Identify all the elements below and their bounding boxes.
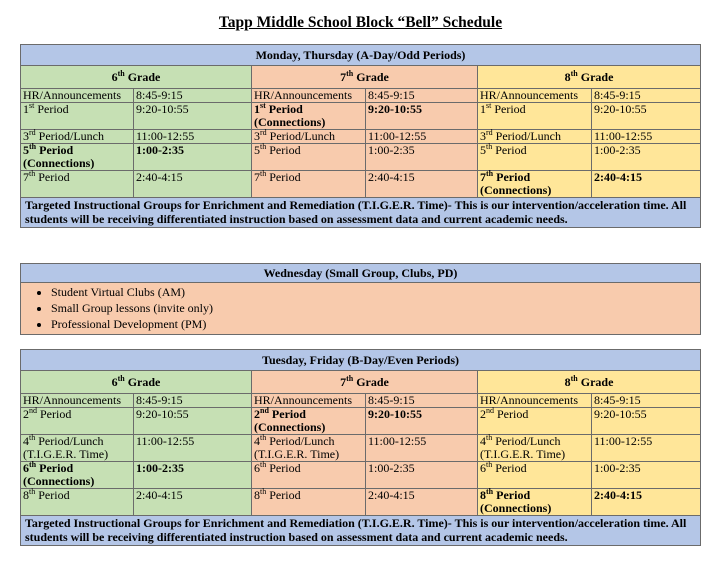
grade-header [252,66,478,89]
list-item: • Small Group lessons (invite only) [51,300,698,316]
period-cell [252,489,366,516]
period-suffix: rd [486,128,493,137]
period-number: 2 [254,407,260,421]
period-label: Period [35,488,70,502]
period-number: 5 [480,143,486,157]
table-row [21,103,701,130]
period-cell [21,408,134,435]
period-number: 4 [23,434,29,448]
period-number: 2 [23,407,29,421]
table-heading-row [21,350,701,371]
grade-header [252,371,478,394]
period-number: 8 [480,488,486,502]
period-cell [478,462,592,489]
period-label: Period [266,461,301,475]
period-number: 3 [23,129,29,143]
time-cell: 8:45-9:15 [592,394,701,408]
period-number: 5 [254,143,260,157]
time-cell: 2:40-4:15 [366,489,478,516]
period-suffix: th [29,433,36,442]
period-number: 1 [480,102,486,116]
period-label: Period [492,143,527,157]
time-cell: 9:20-10:55 [366,103,478,130]
time-cell: 11:00-12:55 [366,130,478,144]
grade-header [21,371,252,394]
period-suffix: nd [486,406,494,415]
table-row [21,89,701,103]
grade-suffix: th [570,373,578,383]
period-label: Period [266,170,301,184]
period-suffix: rd [29,128,36,137]
note-row [21,516,701,546]
period-number: 5 [23,143,29,157]
period-label: Period [268,407,306,421]
time-cell: 8:45-9:15 [134,89,252,103]
period-cell [252,462,366,489]
period-label: Period [493,170,531,184]
period-number: 7 [480,170,486,184]
period-cell [478,130,592,144]
period-number: 6 [480,461,486,475]
ad-day-schedule-table [20,44,701,228]
period-label: Period [36,461,74,475]
period-label: Period/Lunch [492,129,561,143]
period-suffix: th [260,487,267,496]
period-cell [21,435,134,462]
period-suffix: th [29,487,36,496]
period-sublabel: (T.I.G.E.R. Time) [480,447,566,461]
period-cell [21,489,134,516]
grade-suffix: th [346,373,354,383]
table-row [21,462,701,489]
time-cell: 1:00-2:35 [366,462,478,489]
grade-number: 7 [340,374,347,389]
period-cell [252,130,366,144]
period-suffix: st [29,101,35,110]
period-label: Period/Lunch [35,129,104,143]
table-row [21,171,701,198]
period-number: 8 [254,488,260,502]
period-label: Period [34,102,69,116]
period-sublabel: (Connections) [480,183,552,197]
period-label: Period/Lunch [266,434,335,448]
period-cell [252,103,366,130]
period-label: Period/Lunch [492,434,561,448]
period-cell [478,89,592,103]
period-cell [21,103,134,130]
grade-header-row [21,371,701,394]
time-cell: 2:40-4:15 [366,171,478,198]
wednesday-list-cell [21,283,701,335]
period-cell [478,394,592,408]
period-cell [478,171,592,198]
period-label: HR/Announcements [480,88,578,102]
period-label: Period [493,488,531,502]
page-title: Tapp Middle School Block “Bell” Schedule [218,14,503,31]
period-number: 6 [23,461,29,475]
period-cell [21,89,134,103]
day-heading: Monday, Thursday (A-Day/Odd Periods) [21,45,701,66]
period-cell [252,171,366,198]
period-cell [21,171,134,198]
time-cell: 2:40-4:15 [592,171,701,198]
table-row [21,435,701,462]
period-number: 7 [23,170,29,184]
period-suffix: th [260,460,267,469]
time-cell: 9:20-10:55 [592,103,701,130]
time-cell: 8:45-9:15 [366,89,478,103]
period-suffix: th [486,169,494,178]
table-row [21,408,701,435]
table-row [21,144,701,171]
time-cell: 9:20-10:55 [366,408,478,435]
grade-word: Grade [356,69,389,84]
time-cell: 8:45-9:15 [366,394,478,408]
period-sublabel: (Connections) [23,474,95,488]
period-number: 8 [23,488,29,502]
period-number: 1 [254,102,260,116]
period-cell [21,462,134,489]
wednesday-schedule-table [20,263,701,335]
time-cell: 1:00-2:35 [134,462,252,489]
period-label: Period [35,170,70,184]
grade-word: Grade [127,374,161,389]
period-suffix: th [29,460,37,469]
period-cell [478,489,592,516]
period-label: Period [494,407,529,421]
time-cell: 2:40-4:15 [592,489,701,516]
grade-word: Grade [580,374,614,389]
period-suffix: th [486,433,493,442]
time-cell: 1:00-2:35 [366,144,478,171]
grade-header [21,66,252,89]
grade-word: Grade [580,69,614,84]
time-cell: 2:40-4:15 [134,171,252,198]
grade-header [478,66,701,89]
period-label: Period [265,102,303,116]
period-suffix: rd [260,128,267,137]
period-cell [252,435,366,462]
time-cell: 8:45-9:15 [592,89,701,103]
period-suffix: th [260,142,267,151]
day-heading: Tuesday, Friday (B-Day/Even Periods) [21,350,701,371]
period-number: 7 [254,170,260,184]
period-label: HR/Announcements [23,88,121,102]
time-cell: 1:00-2:35 [134,144,252,171]
period-sublabel: (T.I.G.E.R. Time) [254,447,340,461]
table-heading-row [21,45,701,66]
period-suffix: th [260,433,267,442]
time-cell: 1:00-2:35 [592,144,701,171]
period-cell [252,408,366,435]
table-row [21,130,701,144]
period-suffix: nd [29,406,37,415]
period-sublabel: (Connections) [480,501,552,515]
grade-header-row [21,66,701,89]
period-number: 1 [23,102,29,116]
period-label: Period [36,143,74,157]
period-number: 2 [480,407,486,421]
period-cell [21,144,134,171]
period-cell [478,408,592,435]
grade-word: Grade [127,69,161,84]
period-label: HR/Announcements [23,393,121,407]
grade-number: 7 [340,69,347,84]
time-cell: 2:40-4:15 [134,489,252,516]
grade-number: 8 [564,374,571,389]
grade-number: 6 [111,69,118,84]
period-suffix: th [486,142,493,151]
period-cell [478,103,592,130]
time-cell: 8:45-9:15 [134,394,252,408]
grade-suffix: th [346,68,354,78]
time-cell: 11:00-12:55 [592,130,701,144]
time-cell: 9:20-10:55 [134,408,252,435]
list-item: • Student Virtual Clubs (AM) [51,284,698,300]
table-row [21,489,701,516]
tiger-time-note: Targeted Instructional Groups for Enrichment and Remediation (T.I.G.E.R. Time)- This is our intervention/acceleration time. All students will be receiving differentiated instruction based on assessment data and current academic needs. [21,198,701,228]
period-suffix: th [260,169,267,178]
time-cell: 11:00-12:55 [134,130,252,144]
period-sublabel: (Connections) [23,156,95,170]
period-number: 4 [480,434,486,448]
period-suffix: st [486,101,492,110]
period-label: Period/Lunch [266,129,335,143]
period-number: 3 [254,129,260,143]
period-suffix: th [486,487,494,496]
period-cell [21,394,134,408]
period-sublabel: (Connections) [254,420,326,434]
period-suffix: st [260,101,266,110]
note-row [21,198,701,228]
period-suffix: th [29,169,36,178]
period-suffix: th [486,460,493,469]
time-cell: 1:00-2:35 [592,462,701,489]
grade-suffix: th [117,68,125,78]
wednesday-list [21,284,698,332]
period-number: 6 [254,461,260,475]
grade-number: 6 [111,374,118,389]
period-cell [252,144,366,171]
bd-day-schedule-table [20,349,701,546]
time-cell: 9:20-10:55 [592,408,701,435]
period-suffix: nd [260,406,269,415]
table-row [21,394,701,408]
period-suffix: th [29,142,37,151]
time-cell: 11:00-12:55 [592,435,701,462]
time-cell: 11:00-12:55 [134,435,252,462]
period-label: Period [491,102,526,116]
period-sublabel: (T.I.G.E.R. Time) [23,447,109,461]
grade-word: Grade [356,374,389,389]
period-cell [478,144,592,171]
period-number: 4 [254,434,260,448]
period-label: Period/Lunch [35,434,104,448]
period-label: HR/Announcements [254,393,352,407]
period-label: Period [492,461,527,475]
tiger-time-note: Targeted Instructional Groups for Enrichment and Remediation (T.I.G.E.R. Time)- This is our intervention/acceleration time. All students will be receiving differentiated instruction based on assessment data and current academic needs. [21,516,701,546]
list-item: • Professional Development (PM) [51,316,698,332]
grade-suffix: th [570,68,578,78]
period-number: 3 [480,129,486,143]
period-cell [478,435,592,462]
period-label: HR/Announcements [480,393,578,407]
period-label: Period [266,488,301,502]
period-label: Period [266,143,301,157]
period-label: Period [37,407,72,421]
grade-number: 8 [564,69,571,84]
period-cell [252,89,366,103]
grade-suffix: th [117,373,125,383]
time-cell: 9:20-10:55 [134,103,252,130]
period-sublabel: (Connections) [254,115,326,129]
grade-header [478,371,701,394]
period-cell [21,130,134,144]
wednesday-heading: Wednesday (Small Group, Clubs, PD) [21,264,701,283]
time-cell: 11:00-12:55 [366,435,478,462]
period-label: HR/Announcements [254,88,352,102]
